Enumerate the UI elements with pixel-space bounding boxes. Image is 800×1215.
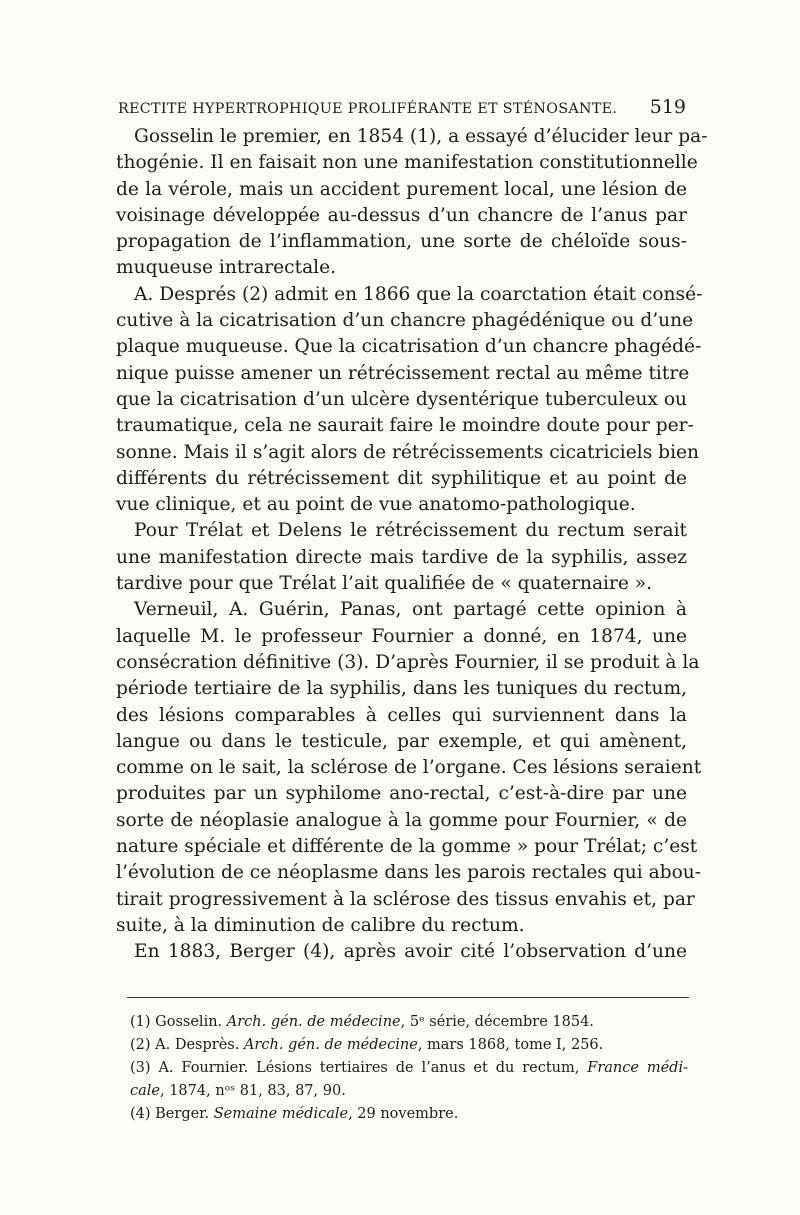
text-line: En 1883, Berger (4), après avoir cité l’observation d’une xyxy=(134,941,687,963)
text-line: laquelle M. le professeur Fournier a donné, en 1874, une xyxy=(116,625,687,647)
footnote-rule xyxy=(127,997,689,998)
text-line: comme on le sait, la sclérose de l’organe. Ces lésions seraient xyxy=(116,757,702,779)
text-line: A. Després (2) admit en 1866 que la coarctation était consé- xyxy=(134,283,703,305)
footnotes xyxy=(130,1011,688,1126)
text-line: muqueuse intrarectale. xyxy=(116,257,337,279)
text-line: de la vérole, mais un accident purement local, une lésion de xyxy=(116,178,687,200)
footnote-journal: Arch. gén. de médecine xyxy=(243,1037,418,1053)
text-line: tardive pour que Trélat l’ait qualifiée de « quaternaire ». xyxy=(116,573,653,595)
text-line: période tertiaire de la syphilis, dans les tuniques du rectum, xyxy=(116,678,687,700)
footnote-2 xyxy=(130,1034,688,1057)
text-line: que la cicatrisation d’un ulcère dysentérique tuberculeux ou xyxy=(116,388,687,410)
text-line: vue clinique, et au point de vue anatomo-pathologique. xyxy=(116,494,636,516)
text-line: Verneuil, A. Guérin, Panas, ont partagé cette opinion à xyxy=(134,599,687,621)
text-line: suite, à la diminution de calibre du rectum. xyxy=(116,914,525,936)
footnote-journal: cale xyxy=(130,1083,160,1099)
text-line: thogénie. Il en faisait non une manifestation constitutionnelle xyxy=(116,152,698,174)
footnote-text: , mars 1868, tome I, 256. xyxy=(417,1037,604,1053)
text-line: Pour Trélat et Delens le rétrécissement du rectum serait xyxy=(134,520,687,542)
text-line: nature spéciale et différente de la gomme » pour Trélat; c’est xyxy=(116,836,698,858)
text-line: l’évolution de ce néoplasme dans les parois rectales qui abou- xyxy=(116,862,702,884)
footnote-3 xyxy=(130,1057,688,1080)
text-line: consécration définitive (3). D’après Fournier, il se produit à la xyxy=(116,651,700,673)
footnote-3-cont xyxy=(130,1080,688,1103)
footnote-1 xyxy=(130,1011,688,1034)
text-line: des lésions comparables à celles qui surviennent dans la xyxy=(116,704,687,726)
text-line: plaque muqueuse. Que la cicatrisation d’un chancre phagédé- xyxy=(116,336,702,358)
text-line: produites par un syphilome ano-rectal, c’est-à-dire par une xyxy=(116,783,687,805)
footnote-text: , 1874, nᵒˢ 81, 83, 87, 90. xyxy=(159,1083,346,1099)
footnote-number: (1) xyxy=(130,1014,151,1030)
page-number: 519 xyxy=(649,96,686,118)
footnote-text: Gosselin. xyxy=(155,1014,227,1030)
footnote-text: Berger. xyxy=(155,1106,214,1122)
footnote-text: , 5ᵉ série, décembre 1854. xyxy=(400,1014,594,1030)
footnote-text: A. Fournier. Lésions tertiaires de l’anus et du rectum, xyxy=(158,1060,588,1076)
text-line: sonne. Mais il s’agit alors de rétrécissements cicatriciels bien xyxy=(116,441,699,463)
text-line: propagation de l’inflammation, une sorte de chéloïde sous- xyxy=(116,231,687,253)
running-title: RECTITE HYPERTROPHIQUE PROLIFÉRANTE ET STÉNOSANTE. xyxy=(118,101,618,117)
footnote-journal: France médi- xyxy=(587,1060,689,1076)
footnote-number: (2) xyxy=(130,1037,151,1053)
footnote-number: (4) xyxy=(130,1106,151,1122)
text-line: nique puisse amener un rétrécissement rectal au même titre xyxy=(116,362,690,384)
text-line: traumatique, cela ne saurait faire le moindre doute pour per- xyxy=(116,415,694,437)
body-text xyxy=(116,124,708,966)
running-header xyxy=(118,96,686,118)
footnote-4 xyxy=(130,1103,688,1126)
footnote-text: , 29 novembre. xyxy=(348,1106,459,1122)
footnote-number: (3) xyxy=(130,1060,151,1076)
text-line: langue ou dans le testicule, par exemple, et qui amènent, xyxy=(116,730,687,752)
footnote-journal: Arch. gén. de médecine xyxy=(226,1014,401,1030)
text-line: une manifestation directe mais tardive de la syphilis, assez xyxy=(116,546,687,568)
footnote-text: A. Desprès. xyxy=(155,1037,244,1053)
text-line: Gosselin le premier, en 1854 (1), a essayé d’élucider leur pa- xyxy=(134,126,708,147)
text-line: cutive à la cicatrisation d’un chancre phagédénique ou d’une xyxy=(116,310,694,332)
text-line: sorte de néoplasie analogue à la gomme pour Fournier, « de xyxy=(116,809,687,831)
text-line: voisinage développée au-dessus d’un chancre de l’anus par xyxy=(116,204,687,226)
text-line: différents du rétrécissement dit syphilitique et au point de xyxy=(116,467,687,489)
text-line: tirait progressivement à la sclérose des tissus envahis et, par xyxy=(116,888,695,910)
footnote-journal: Semaine médicale xyxy=(213,1106,349,1122)
